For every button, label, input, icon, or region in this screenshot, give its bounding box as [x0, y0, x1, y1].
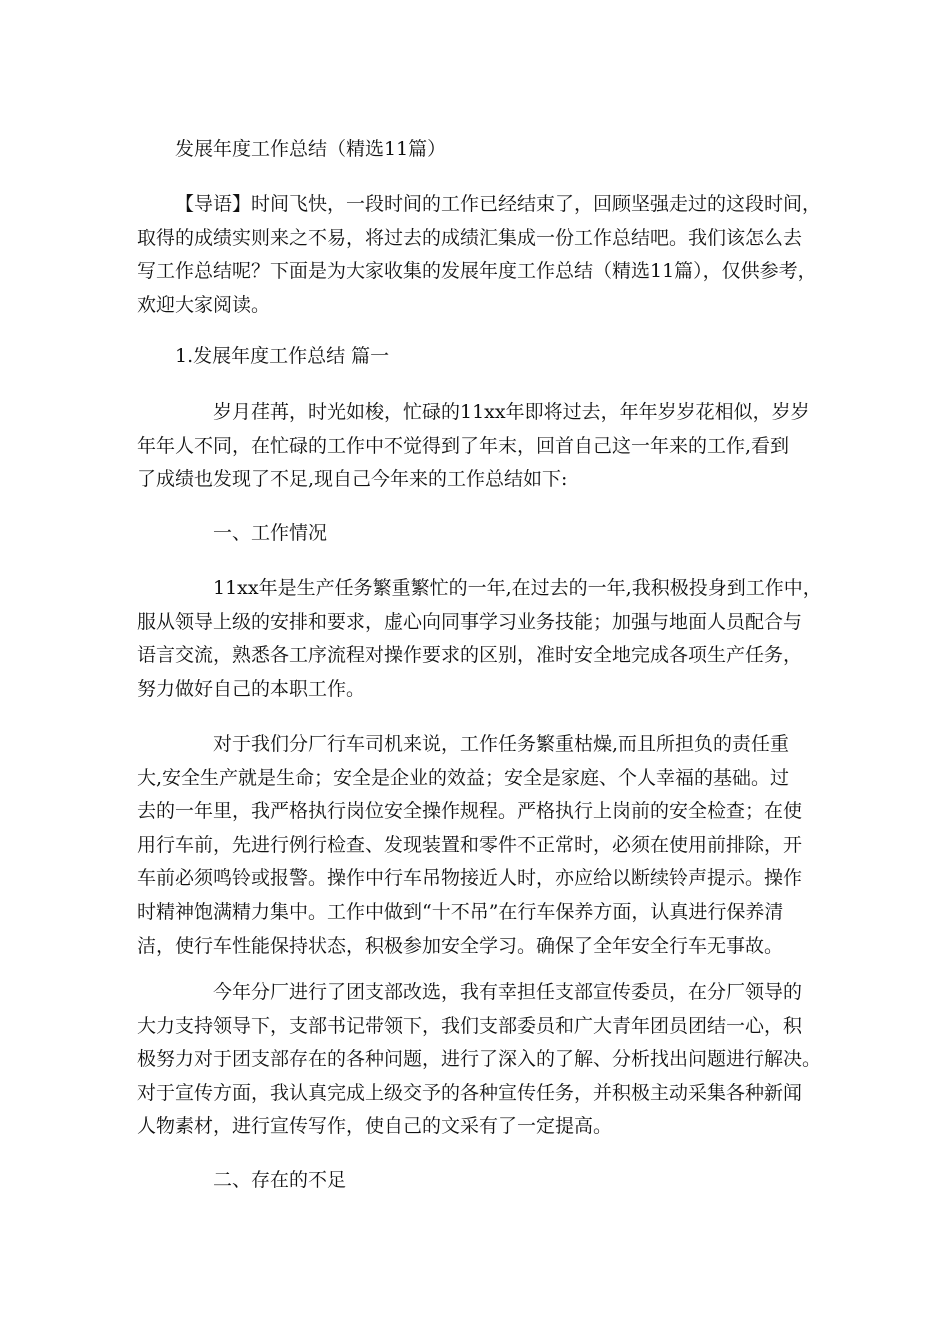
intro-line: 【导语】时间飞快，一段时间的工作已经结束了，回顾坚强走过的这段时间， — [175, 193, 822, 215]
paragraph-line: 岁月荏苒，时光如梭，忙碌的11xx年即将过去，年年岁岁花相似，岁岁 — [213, 401, 810, 423]
paragraph-line: 年年人不同，在忙碌的工作中不觉得到了年末，回首自己这一年来的工作,看到 — [137, 434, 790, 457]
paragraph-line: 对于我们分厂行车司机来说，工作任务繁重枯燥,而且所担负的责任重 — [213, 733, 790, 755]
intro-paragraph — [137, 188, 822, 322]
intro-line: 欢迎大家阅读。 — [137, 293, 271, 316]
paragraph-line: 了成绩也发现了不足,现自己今年来的工作总结如下: — [137, 468, 568, 491]
paragraph-line: 努力做好自己的本职工作。 — [137, 677, 366, 700]
paragraph-line: 今年分厂进行了团支部改选，我有幸担任支部宣传委员，在分厂领导的 — [213, 981, 803, 1003]
paragraph-line: 用行车前，先进行例行检查、发现装置和零件不正常时，必须在使用前排除，开 — [137, 833, 803, 856]
section-heading: 1.发展年度工作总结 篇一 — [175, 345, 390, 367]
paragraph-line: 极努力对于团支部存在的各种问题，进行了深入的了解、分析找出问题进行解决。 — [137, 1048, 822, 1071]
intro-line: 写工作总结呢？下面是为大家收集的发展年度工作总结（精选11篇），仅供参考， — [137, 260, 817, 283]
paragraph-line: 11xx年是生产任务繁重繁忙的一年,在过去的一年,我积极投身到工作中， — [213, 577, 822, 599]
paragraph-line: 对于宣传方面，我认真完成上级交予的各种宣传任务，并积极主动采集各种新闻 — [137, 1081, 803, 1104]
document-title: 发展年度工作总结（精选11篇） — [175, 138, 447, 160]
paragraph-intro-review — [137, 396, 810, 497]
paragraph-safety — [137, 728, 803, 963]
paragraph-line: 洁，使行车性能保持状态，积极参加安全学习。确保了全年安全行车无事故。 — [137, 934, 784, 957]
subheading-shortcomings: 二、存在的不足 — [213, 1169, 347, 1191]
paragraph-line: 车前必须鸣铃或报警。操作中行车吊物接近人时，亦应给以断续铃声提示。操作 — [137, 867, 803, 890]
paragraph-line: 语言交流，熟悉各工序流程对操作要求的区别，准时安全地完成各项生产任务， — [137, 644, 803, 667]
intro-line: 取得的成绩实则来之不易，将过去的成绩汇集成一份工作总结吧。我们该怎么去 — [137, 226, 803, 249]
paragraph-work-status — [137, 572, 822, 706]
paragraph-line: 去的一年里，我严格执行岗位安全操作规程。严格执行上岗前的安全检查；在使 — [137, 800, 803, 823]
paragraph-line: 服从领导上级的安排和要求，虚心向同事学习业务技能；加强与地面人员配合与 — [137, 610, 803, 633]
paragraph-line: 大,安全生产就是生命；安全是企业的效益；安全是家庭、个人幸福的基础。过 — [137, 766, 790, 789]
paragraph-line: 大力支持领导下，支部书记带领下，我们支部委员和广大青年团员团结一心，积 — [137, 1014, 803, 1037]
subheading-work-status: 一、工作情况 — [213, 522, 328, 544]
paragraph-line: 人物素材，进行宣传写作，使自己的文采有了一定提高。 — [137, 1115, 613, 1138]
paragraph-line: 时精神饱满精力集中。工作中做到“十不吊”在行车保养方面，认真进行保养清 — [137, 900, 784, 923]
paragraph-league-branch — [137, 976, 822, 1144]
